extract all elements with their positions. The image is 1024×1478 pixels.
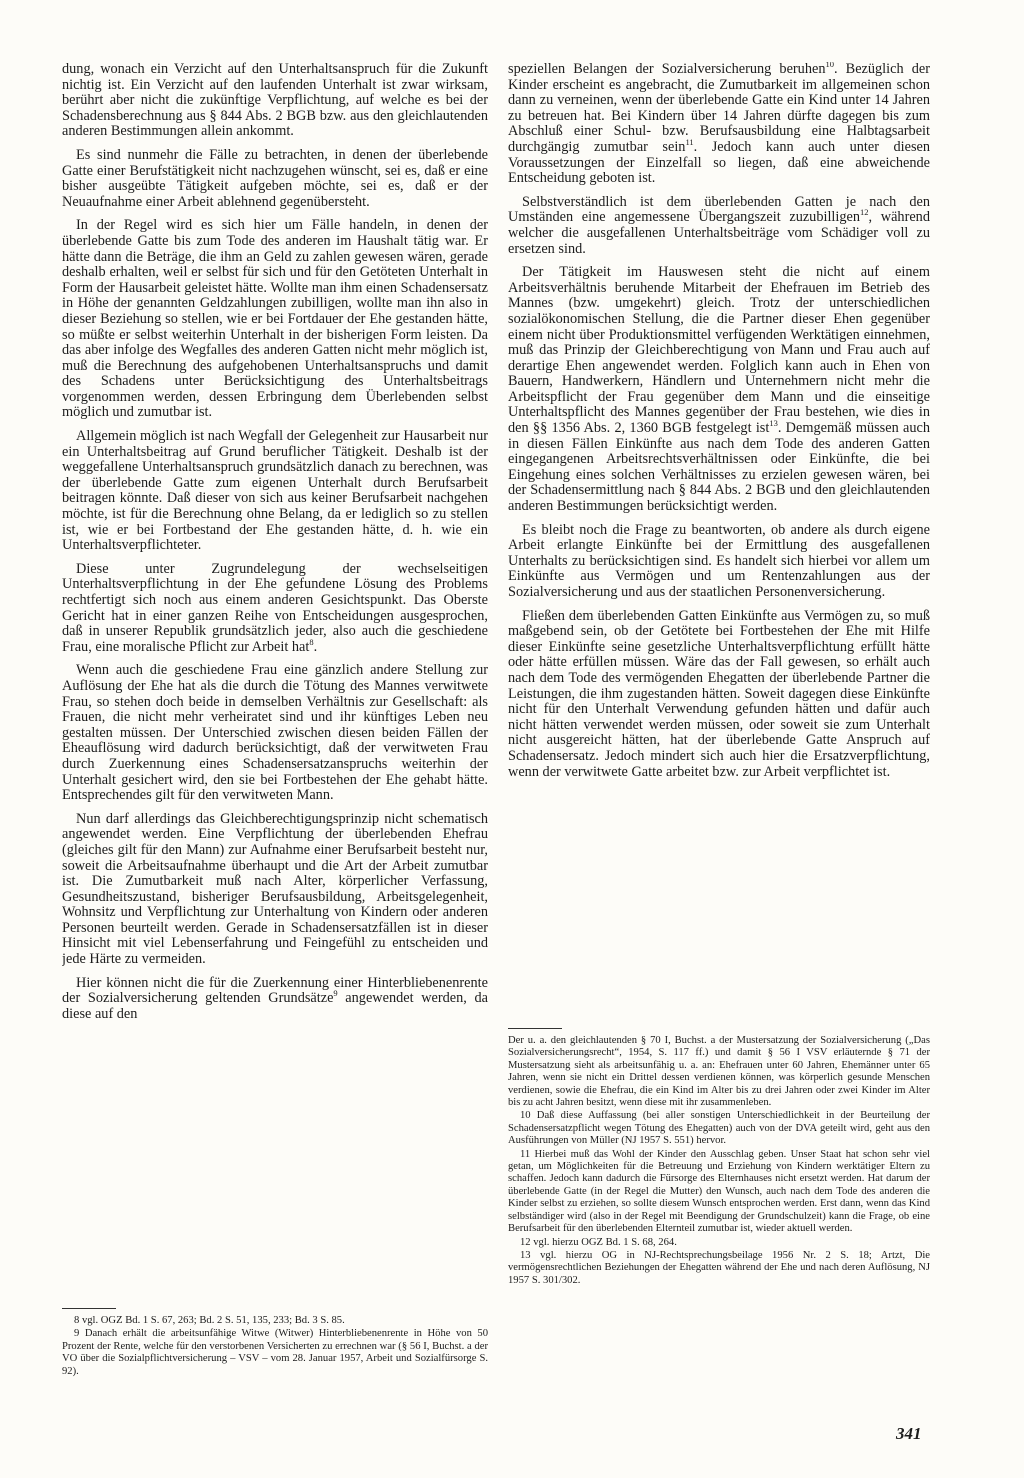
paragraph: Diese unter Zugrundelegung der wechselseitigen Unterhaltsverpflichtung in der Ehe gefundene Lösung des Problems rechtfertigt sich noch aus einem anderen Gesichtspunkt. Das Oberste Gericht hat in einer ganzen Reihe von Entscheidungen ausgesprochen, daß in unserer Republik grundsätzlich jeder, also auch die geschiedene Frau, eine moralische Pflicht zur Arbeit hat$^8$.	[62, 560, 488, 655]
paragraph: Allgemein möglich ist nach Wegfall der Gelegenheit zur Hausarbeit nur ein Unterhaltsbeitrag auf Grund beruflicher Tätigkeit. Deshalb ist der weggefallene Unterhaltsanspruch grundsätzlich danach zu berechnen, was der überlebende Gatte zum eigenen Unterhalt durch Berufsarbeit beitragen könnte. Daß dieser von sich aus keiner Berufsarbeit nachgehen möchte, ist für die Berechnung ohne Belang, da er lediglich so zu stellen ist, wie er bei Fortbestand der Ehe gestanden hätte, d. h. wie ein Unterhaltsverpflichteter.	[62, 428, 488, 554]
footnote-ref: 11	[685, 137, 694, 148]
paragraph: In der Regel wird es sich hier um Fälle handeln, in denen der überlebende Gatte bis zum Tode des anderen im Haushalt tätig war. Er hätte dann die Beträge, die ihm an Geld zu zahlen gewesen wären, gerade deshalb erhalten, weil er selbst für sich und für den Getöteten Unterhalt in Form der Hausarbeit geleistet hätte. Wollte man ihm einen Schadensersatz in Höhe der genannten Geldzahlungen zubilligen, wollte man ihn also in dieser Beziehung so stellen, wie er bei Fortdauer der Ehe gestanden hätte, so müßte er selbst weiterhin Unterhalt in der bisherigen Form leisten. Da das aber infolge des Wegfalles des anderen Gatten nicht mehr möglich ist, muß die Berechnung des aufgehobenen Unterhaltsanspruchs und damit des Schadens unter Berücksichtigung des Unterhaltsbeitrags vorgenommen werden, dessen Erbringung dem Überlebenden selbst möglich und zumutbar ist.	[62, 217, 488, 421]
footnote: 13 vgl. hierzu OG in NJ-Rechtsprechungsbeilage 1956 Nr. 2 S. 18; Artzt, Die vermögensrechtlichen Beziehungen der Ehegatten während der Ehe und nach deren Auflösung, NJ 1957 S. 301/302.	[508, 1249, 930, 1286]
page-number: 341	[896, 1424, 922, 1443]
footnote: 11 Hierbei muß das Wohl der Kinder den Ausschlag geben. Unser Staat hat schon sehr viel getan, um Möglichkeiten für die Betreuung und Erziehung von Kindern werktätiger Eltern zu schaffen. Jedoch kann dadurch die Fürsorge des Elternhauses nicht ersetzt werden. Hat darum der überlebende Gatte (in der Regel die Mutter) den Wunsch, auch nach dem Tode des anderen die Kinder selbst zu erziehen, so sollte diesem Wunsch entsprochen werden. Erst dann, wenn das Kind selbständiger wird (also in der Regel mit Beendigung der Grundschulzeit) kann die Frage, ob eine Berufsarbeit für den überlebenden Elternteil zumutbar ist, wieder aktuell werden.	[508, 1148, 930, 1235]
paragraph: speziellen Belangen der Sozialversicherung beruhen$^{10}$. Bezüglich der Kinder erscheint es angebracht, die Zumutbarkeit im allgemeinen schon dann zu verneinen, wenn der überlebende Gatte ein Kind unter 14 Jahren zu betreuen hat. Bei Kindern über 14 Jahren dürfte dagegen bis zum Abschluß einer Schul- bzw. Berufsausbildung eine Halbtagsarbeit durchgängig zumutbar sein$^{11}$. Jedoch kann auch unter diesen Voraussetzungen der Einzelfall so liegen, daß eine abweichende Entscheidung geboten ist.	[508, 62, 930, 187]
footnote-ref: 10	[825, 62, 834, 70]
paragraph: dung, wonach ein Verzicht auf den Unterhaltsanspruch für die Zukunft nichtig ist. Ein Verzicht auf den laufenden Unterhalt ist zwar wirksam, berührt aber nicht die zukünftige Verpflichtung, auf welche es bei der Schadensberechnung aus § 844 Abs. 2 BGB bzw. aus den gleichlautenden anderen Bestimmungen allein ankommt.	[62, 62, 488, 140]
footnotes-right	[508, 1018, 930, 1288]
paragraph: Wenn auch die geschiedene Frau eine gänzlich andere Stellung zur Auflösung der Ehe hat als die durch die Tötung des Mannes verwitwete Frau, so stehen doch beide in demselben Verhältnis zur Gesellschaft: als Frauen, die nicht mehr verheiratet sind und ihr künftiges Leben neu gestalten müssen. Der Unterschied zwischen diesen beiden Fällen der Eheauflösung wird dadurch berücksichtigt, daß der verwitweten Frau durch Zuerkennung eines Schadensersatzanspruchs weiterhin der Unterhalt gesichert wird, den sie bei Fortbestehen der Ehe gehabt hätte. Entsprechendes gilt für den verwitweten Mann.	[62, 662, 488, 804]
footnote-ref: 8	[309, 637, 314, 648]
right-column	[508, 62, 930, 1012]
footnote: Der u. a. den gleichlautenden § 70 I, Buchst. a der Mustersatzung der Sozialversicherung („Das Sozialversicherungsrecht“, 1954, S. 117 ff.) und damit § 56 I VSV erläuternde § 71 der Mustersatzung sieht als arbeitsunfähig u. a. an: Ehefrauen unter 60 Jahren, Ehemänner unter 65 Jahren, wenn sie nicht ein Drittel dessen verdienen können, was körperlich gesunde Menschen verdienen, sowie die Ehefrau, die ein Kind im Alter bis zu drei Jahren oder zwei Kinder im Alter bis zu acht Jahren besitzt, wenn diese mit ihr zusammenleben.	[508, 1035, 930, 1109]
left-column	[62, 62, 488, 1240]
paragraph: Selbstverständlich ist dem überlebenden Gatten je nach den Umständen eine angemessene Übergangszeit zuzubilligen$^{12}$, während welcher die ausgefallenen Unterhaltsbeiträge vom Schädiger voll zu ersetzen sind.	[508, 193, 930, 257]
paragraph: Es bleibt noch die Frage zu beantworten, ob andere als durch eigene Arbeit erlangte Einkünfte bei der Ermittlung des ausgefallenen Unterhalts zu berücksichtigen sind. Es handelt sich hierbei vor allem um Einkünfte aus Vermögen und um Rentenzahlungen aus der Sozialversicherung und aus der staatlichen Personenversicherung.	[508, 521, 930, 600]
footnote: 8 vgl. OGZ Bd. 1 S. 67, 263; Bd. 2 S. 51, 135, 233; Bd. 3 S. 85.	[74, 1315, 345, 1326]
footnote-ref: 9	[333, 988, 338, 999]
paragraph: Hier können nicht die für die Zuerkennung einer Hinterbliebenenrente der Sozialversicherung geltenden Grundsätze$^9$ angewendet werden, da diese auf den	[62, 974, 488, 1022]
left-column-body	[62, 62, 488, 1240]
footnote: 12 vgl. hierzu OGZ Bd. 1 S. 68, 264.	[520, 1236, 677, 1248]
footnotes-left	[62, 1298, 488, 1379]
paragraph: Nun darf allerdings das Gleichberechtigungsprinzip nicht schematisch angewendet werden. Eine Verpflichtung der überlebenden Ehefrau (gleiches gilt für den Mann) zur Aufnahme einer Berufsarbeit besteht nur, soweit die Arbeitsaufnahme überhaupt und die Art der Arbeit zumutbar ist. Die Zumutbarkeit muß nach Alter, körperlicher Verfassung, Gesundheitszustand, bisheriger Berufsausbildung, Arbeitsgelegenheit, Wohnsitz und Verpflichtung zur Unterhaltung von Kindern oder anderen Personen beurteilt werden. Gerade in Schadensersatzfällen ist in dieser Hinsicht mit viel Lebenserfahrung und Feingefühl zu entscheiden und jede Härte zu vermeiden.	[62, 810, 488, 968]
footnote-ref: 13	[769, 418, 778, 429]
paragraph: Der Tätigkeit im Hauswesen steht die nicht auf einem Arbeitsverhältnis beruhende Mitarbeit der Ehefrauen im Betrieb des Mannes (bzw. umgekehrt) gleich. Trotz der unterschiedlichen sozialökonomischen Stellung, die die Partner dieser Ehen gegenüber einem nicht über Produktionsmittel verfügenden Werktätigen einnehmen, muß das Prinzip der Gleichberechtigung von Mann und Frau auch auf derartige Ehen angewendet werden. Folglich kann auch in Ehen von Bauern, Handwerkern, Händlern und Unternehmern nicht mehr die Arbeitspflicht der Frau gegenüber dem Mann und die einseitige Unterhaltspflicht des Mannes gegenüber der Frau bestehen, wie dies in den §§ 1356 Abs. 2, 1360 BGB festgelegt ist$^{13}$. Demgemäß müssen auch in diesen Fällen Einkünfte aus nach dem Tode des anderen Gatten eingegangenen Arbeitsrechtsverhältnissen oder Einkünfte, die bei Eingehung eines solchen Verhältnisses zu erzielen gewesen wären, bei der Schadensermittlung nach § 844 Abs. 2 BGB und den gleichlautenden anderen Bestimmungen berücksichtigt werden.	[508, 264, 930, 515]
footnote: 9 Danach erhält die arbeitsunfähige Witwe (Witwer) Hinterbliebenenrente in Höhe von 50 Prozent der Rente, welche für den verstorbenen Versicherten zu errechnen war (§ 56 I, Buchst. a der VO über die Sozialpflichtversicherung – VSV – vom 28. Januar 1957, Arbeit und Sozialfürsorge S. 92).	[62, 1328, 488, 1377]
footnote-divider	[62, 1308, 116, 1309]
footnote-divider	[508, 1028, 562, 1029]
paragraph: Fließen dem überlebenden Gatten Einkünfte aus Vermögen zu, so muß maßgebend sein, ob der Getötete bei Fortbestehen der Ehe mit Hilfe dieser Einkünfte seine gesetzliche Unterhaltsverpflichtung erfüllt hätte oder hätte erfüllen müssen. Wäre das der Fall gewesen, so erhält auch nach dem Tode des vermögenden Ehegatten der überlebende Partner die Leistungen, die ihm zugestanden hätten. Soweit dagegen diese Einkünfte nicht für den Unterhalt Verwendung gefunden hätten und dafür auch nicht hätten verwendet werden müssen, oder soweit sie zum Unterhalt nicht ausgereicht hätten, hat der überlebende Gatte Anspruch auf Schadensersatz. Jedoch mindert sich auch hier die Ersatzverpflichtung, wenn der verwitwete Gatte arbeitet bzw. zur Arbeit verpflichtet ist.	[508, 607, 930, 780]
footnote: 10 Daß diese Auffassung (bei aller sonstigen Unterschiedlichkeit in der Beurteilung der Schadensersatzpflicht wegen Tötung des Ehegatten) auch von der DVA geteilt wird, geht aus den Ausführungen von Müller (NJ 1957 S. 551) hervor.	[508, 1110, 930, 1147]
paragraph: Es sind nunmehr die Fälle zu betrachten, in denen der überlebende Gatte einer Berufstätigkeit nicht nachzugehen wünscht, sei es, daß er eine bisher ausgeübte Tätigkeit aufgeben möchte, sei es, daß er der Neuaufnahme einer Arbeit ablehnend gegenübersteht.	[62, 146, 488, 210]
footnote-ref: 12	[860, 207, 869, 218]
right-column-body	[508, 62, 930, 1012]
